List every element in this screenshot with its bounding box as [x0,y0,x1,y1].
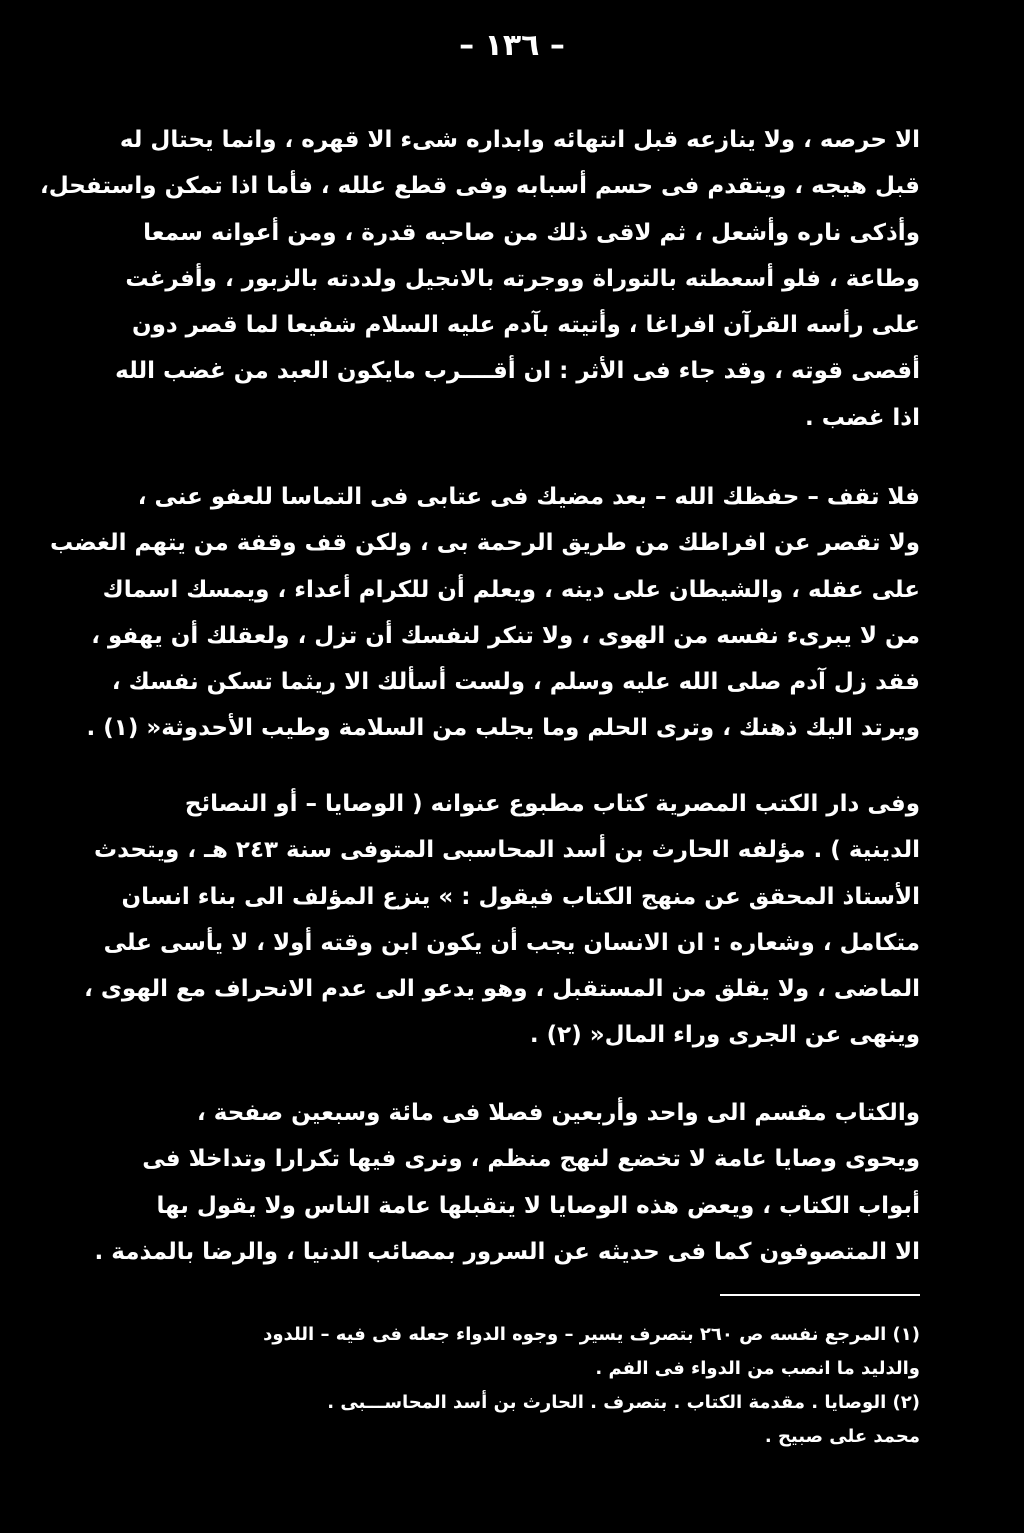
footnote-line: (٢) الوصايا . مقدمة الكتاب . بتصرف . الحارث بن أسد المحاســـبى . [327,1392,920,1413]
text-line: على عقله ، والشيطان على دينه ، ويعلم أن للكرام أعداء ، ويمسك اسماك [102,576,920,603]
text-line: الدينية ) . مؤلفه الحارث بن أسد المحاسبى المتوفى سنة ٢٤٣ هـ ، ويتحدث [94,837,920,864]
text-line: متكامل ، وشعاره : ان الانسان يجب أن يكون ابن وقته أولا ، لا يأسى على [103,929,920,956]
text-line: من لا يبرىء نفسه من الهوى ، ولا تنكر لنفسك أن تزل ، ولعقلك أن يهفو ، [91,622,920,649]
text-line: الا حرصه ، ولا ينازعه قبل انتهائه وابداره شىء الا قهره ، وانما يحتال له [119,127,920,153]
text-line: وأذكى ناره وأشعل ، ثم لاقى ذلك من صاحبه قدرة ، ومن أعوانه سمعا [143,219,920,246]
text-line: الا المتصوفون كما فى حديثه عن السرور بمصائب الدنيا ، والرضا بالمذمة . [94,1238,920,1265]
paragraph-4 [94,1090,920,1275]
text-line: على رأسه القرآن افراغا ، وأتيته بآدم عليه السلام شفيعا لما قصر دون [131,312,920,339]
text-line: ولا تقصر عن افراطك من طريق الرحمة بى ، ولكن قف وقفة من يتهم الغضب [49,530,920,557]
text-line: قبل هيجه ، ويتقدم فى حسم أسبابه وفى قطع علله ، فأما اذا تمكن واستفحل، [40,173,920,200]
text-line: وفى دار الكتب المصرية كتاب مطبوع عنوانه ( الوصايا – أو النصائح [184,791,920,817]
paragraph-1 [40,117,920,441]
text-line: فلا تقف – حفظك الله – بعد مضيك فى عتابى فى التماسا للعفو عنى ، [137,484,920,510]
text-line: ويرتد اليك ذهنك ، وترى الحلم وما يجلب من السلامة وطيب الأحدوثة« (١) . [86,715,920,742]
footnote-divider [720,1294,920,1296]
text-line: أبواب الكتاب ، ويعض هذه الوصايا لا يتقبلها عامة الناس ولا يقول بها [156,1192,920,1219]
paragraph-2 [49,474,920,752]
footnote-line: (١) المرجع نفسه ص ٢٦٠ بتصرف يسير – وجوه الدواء جعله فى فيه – اللدود [263,1324,920,1345]
text-line: فقد زل آدم صلى الله عليه وسلم ، ولست أسألك الا ريثما تسكن نفسك ، [111,669,920,696]
text-line: أقصى قوته ، وقد جاء فى الأثر : ان أقــــرب مايكون العبد من غضب الله [115,358,920,385]
text-line: والكتاب مقسم الى واحد وأربعين فصلا فى مائة وسبعين صفحة ، [197,1100,920,1126]
paragraph-3 [84,781,920,1059]
text-line: الأستاذ المحقق عن منهج الكتاب فيقول : » ينزع المؤلف الى بناء انسان [121,883,920,910]
footnote-line: والدليد ما انصب من الدواء فى الفم . [595,1358,920,1379]
footnote-line: محمد على صبيح . [764,1426,920,1447]
text-line: وطاعة ، فلو أسعطته بالتوراة ووجرته بالانجيل ولددته بالزبور ، وأفرغت [125,265,920,292]
text-line: ويحوى وصايا عامة لا تخضع لنهج منظم ، ونرى فيها تكرارا وتداخلا فى [142,1146,920,1173]
text-line: الماضى ، ولا يقلق من المستقبل ، وهو يدعو الى عدم الانحراف مع الهوى ، [84,976,920,1003]
text-line: اذا غضب . [804,404,920,431]
footnotes [100,1318,920,1454]
text-line: وينهى عن الجرى وراء المال« (٢) . [529,1022,920,1049]
page-number: – ١٣٦ – [459,28,565,63]
